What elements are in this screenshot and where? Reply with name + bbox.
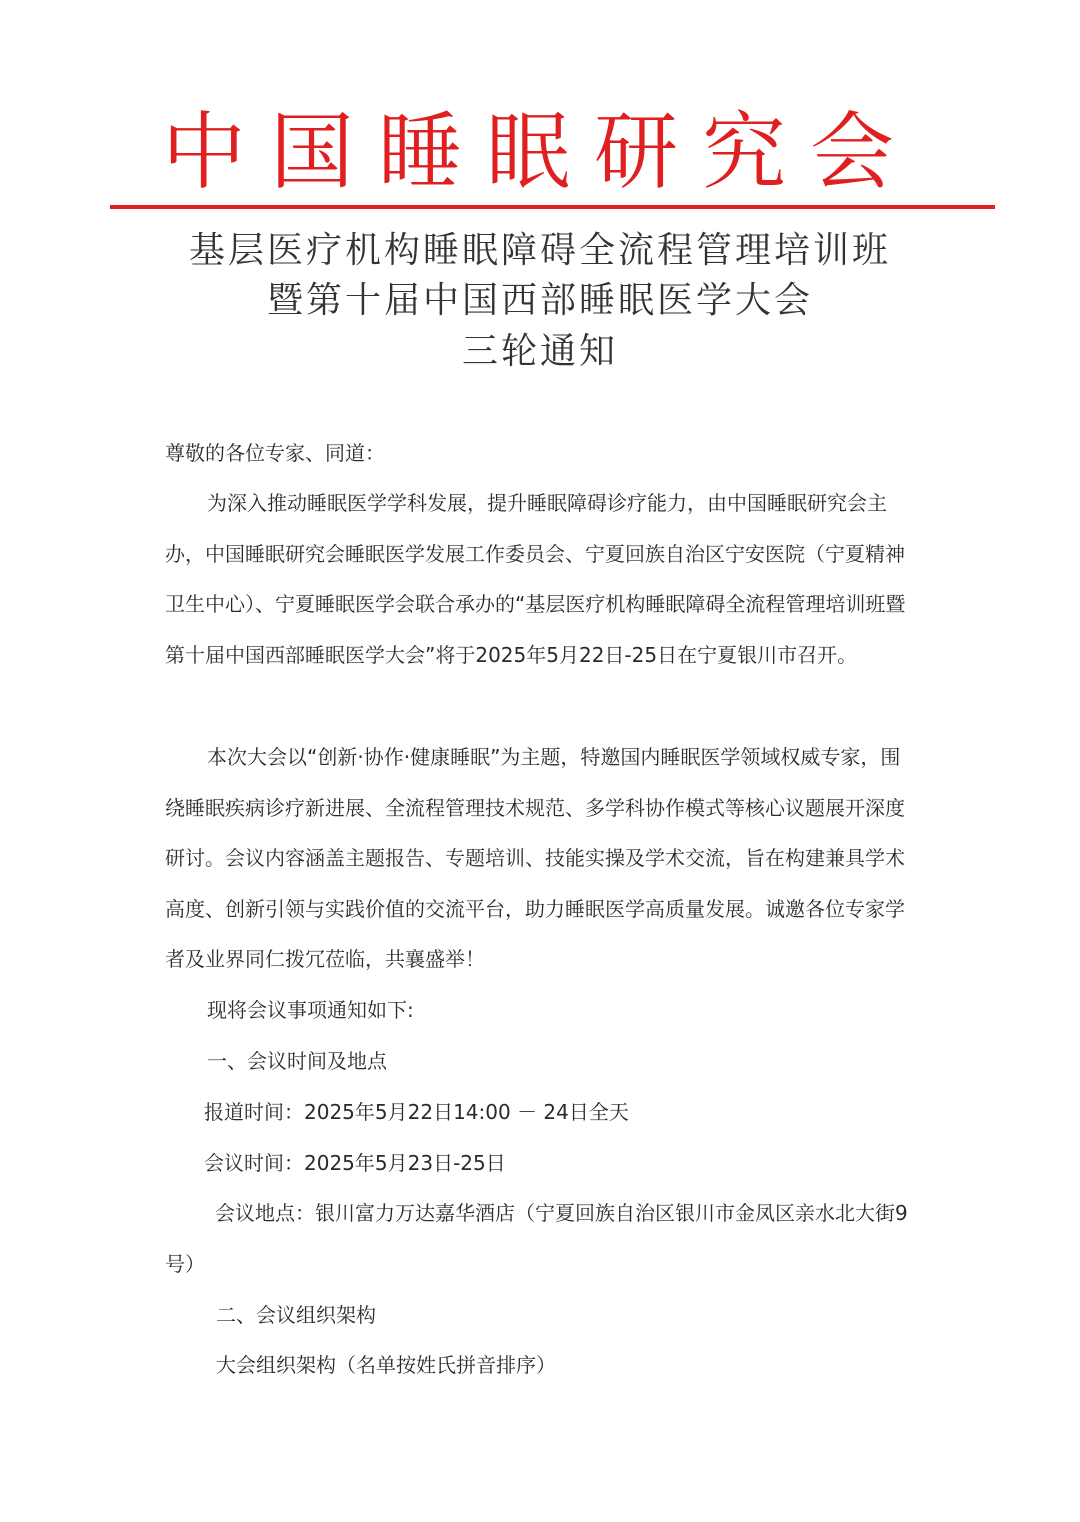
title-line-3: 三轮通知 xyxy=(461,331,618,372)
notice-intro: 现将会议事项通知如下: xyxy=(207,998,414,1022)
paragraph-theme: 本次大会以“创新·协作·健康睡眠”为主题，特邀国内睡眠医学领域权威专家，围绕睡眠疾病诊疗新进展、全流程管理技术规范、多学科协作模式等核心议题展开深度研讨。会议内容涵盖主题报告、专题培训、技能实操及学术交流，旨在构建兼具学术高度、创新引领与实践价值的交流平台，助力睡眠医学高质量发展。诚邀各位专家学者及业界同仁拨冗莅临，共襄盛举！ xyxy=(165,745,905,971)
greeting: 尊敬的各位专家、同道： xyxy=(165,441,385,465)
section-2-title: 二、会议组织架构 xyxy=(216,1303,376,1327)
registration-time: 报道时间：2025年5月22日14:00 － 24日全天 xyxy=(204,1100,629,1124)
header-divider xyxy=(110,205,995,209)
title-line-2: 暨第十届中国西部睡眠医学大会 xyxy=(266,280,813,321)
org-structure-note: 大会组织架构（名单按姓氏拼音排序） xyxy=(216,1353,556,1377)
section-1-title: 一、会议时间及地点 xyxy=(207,1049,387,1073)
title-line-1: 基层医疗机构睡眠障碍全流程管理培训班 xyxy=(188,230,891,271)
paragraph-intro: 为深入推动睡眠医学学科发展，提升睡眠障碍诊疗能力，由中国睡眠研究会主办，中国睡眠研究会睡眠医学发展工作委员会、宁夏回族自治区宁安医院（宁夏精神卫生中心）、宁夏睡眠医学会联合承办的“基层医疗机构睡眠障碍全流程管理培训班暨第十届中国西部睡眠医学大会”将于2025年5月22日-25日在宁夏银川市召开。 xyxy=(165,491,906,667)
meeting-time: 会议时间：2025年5月23日-25日 xyxy=(204,1151,506,1175)
organization-name: 中国睡眠研究会 xyxy=(161,103,918,201)
meeting-location: 会议地点：银川富力万达嘉华酒店（宁夏回族自治区银川市金凤区亲水北大街9号） xyxy=(165,1201,908,1276)
